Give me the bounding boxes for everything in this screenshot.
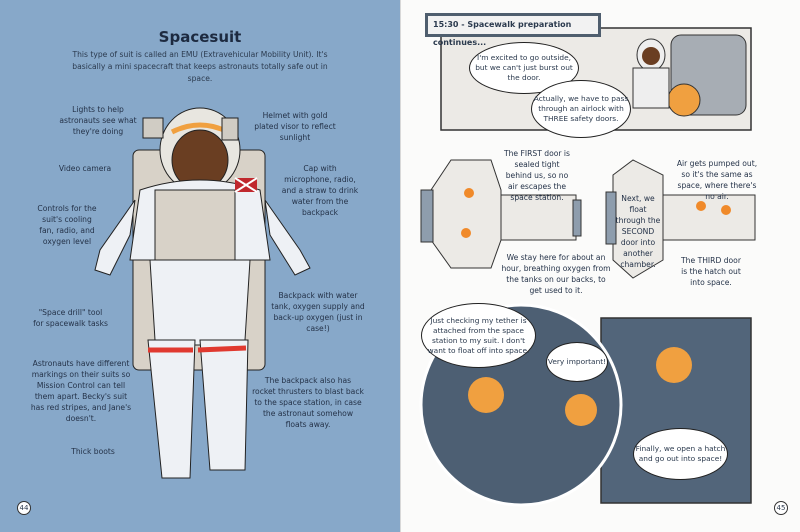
page-number-right: 45 <box>774 501 788 515</box>
intro-text: This type of suit is called an EMU (Extravehicular Mobility Unit). It's basically a mini spacecraft that keeps astronauts totally safe out in space. <box>72 50 328 83</box>
label-boots: Thick boots <box>71 447 115 456</box>
label-thrusters: The backpack also has rocket thrusters to blast back to the space station, in case the astronaut somehow floats away. <box>252 376 364 429</box>
label-drill: "Space drill" tool for spacewalk tasks <box>33 308 108 328</box>
note-air: Air gets pumped out, so it's the same as space, where there's no air. <box>676 159 758 201</box>
page-title: Spacesuit <box>158 28 242 46</box>
label-cap: Cap with microphone, radio, and a straw to drink water from the backpack <box>281 164 359 217</box>
label-backpack: Backpack with water tank, oxygen supply and back-up oxygen (just in case!) <box>271 291 365 333</box>
speech-bubble-airlock: Actually, we have to pass through an airlock with THREE safety doors. <box>531 80 631 138</box>
time-caption: 15:30 - Spacewalk preparation continues... <box>425 13 601 37</box>
note-second-door: Next, we float through the SECOND door into another chamber. <box>615 194 661 269</box>
speech-bubble-important: Very important! <box>546 342 608 382</box>
speech-bubble-tether: Just checking my tether is attached from the space station to my suit. I don't want to float off into space. <box>421 303 536 368</box>
page-number-left: 44 <box>17 501 31 515</box>
speech-bubble-finally: Finally, we open a hatch and go out into space! <box>633 428 728 480</box>
label-helmet: Helmet with gold plated visor to reflect sunlight <box>254 111 336 142</box>
label-controls: Controls for the suit's cooling fan, radio, and oxygen level <box>37 204 97 246</box>
speech-bubble-excited: I'm excited to go outside, but we can't just burst out the door. <box>469 42 579 94</box>
note-first-door: The FIRST door is sealed tight behind us, so no air escapes the space station. <box>503 149 570 202</box>
note-third-door: The THIRD door is the hatch out into space. <box>681 256 741 287</box>
label-camera: Video camera <box>58 164 112 173</box>
label-markings: Astronauts have different markings on their suits so Mission Control can tell them apart. Becky's suit has red stripes, and Jane's doesn't. <box>30 359 132 423</box>
right-page <box>400 0 800 532</box>
note-stay: We stay here for about an hour, breathing oxygen from the tanks on our backs, to get used to it. <box>501 253 611 295</box>
label-lights: Lights to help astronauts see what they're doing <box>59 105 137 136</box>
